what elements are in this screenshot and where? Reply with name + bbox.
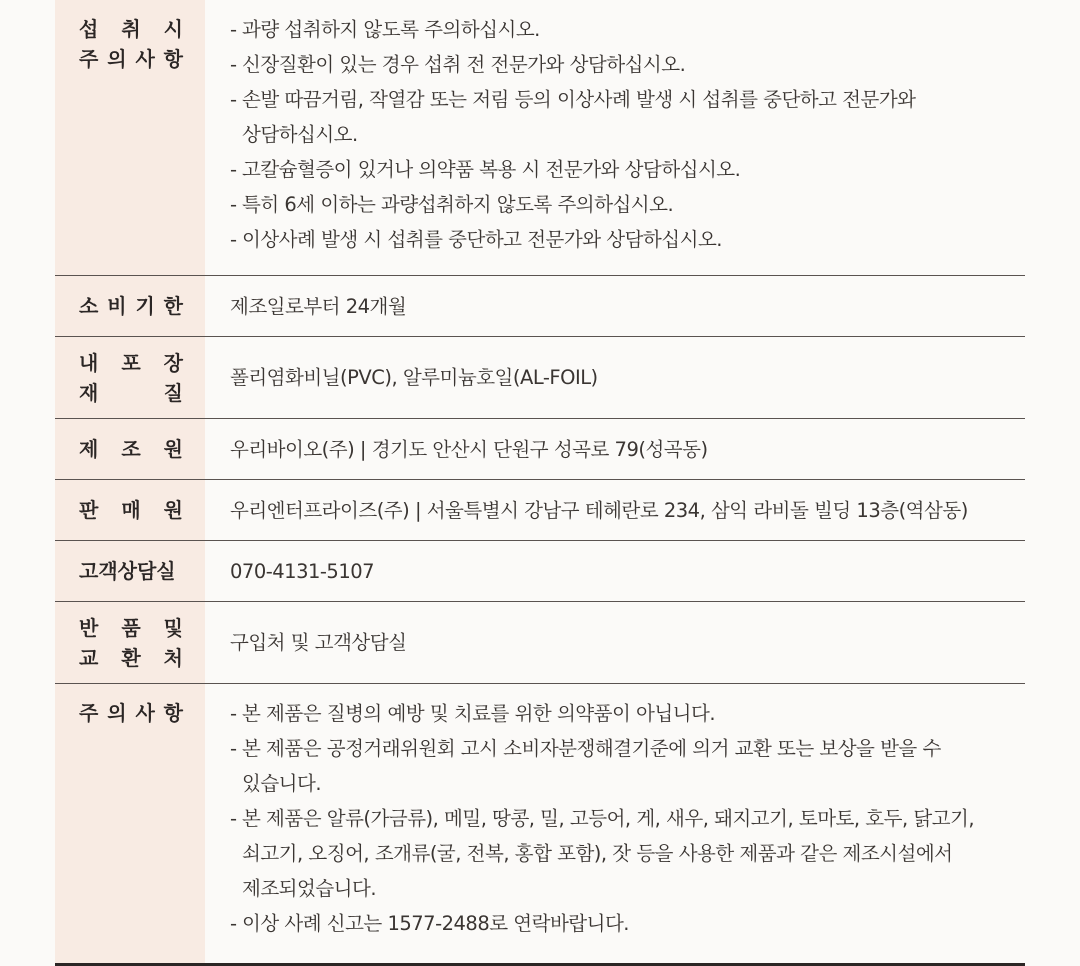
row-label-line: 재 질 — [79, 380, 183, 405]
row-label-line: 판 매 원 — [79, 498, 183, 522]
list-item: - 고칼슘혈증이 있거나 의약품 복용 시 전문가와 상담하십시오. — [230, 152, 1005, 187]
row-label — [55, 337, 205, 419]
list-item: - 과량 섭취하지 않도록 주의하십시오. — [230, 12, 1005, 47]
row-customer-center — [55, 541, 1025, 602]
row-label-line: 고객상담실 — [79, 559, 176, 583]
row-label-line: 반 품 및 — [79, 615, 183, 640]
list-item: - 특히 6세 이하는 과량섭취하지 않도록 주의하십시오. — [230, 187, 1005, 222]
product-info-table — [55, 0, 1025, 966]
row-return-exchange — [55, 602, 1025, 684]
row-label — [55, 684, 205, 965]
row-value — [205, 0, 1025, 276]
row-value: 구입처 및 고객상담실 — [230, 631, 407, 654]
list-item: - 본 제품은 공정거래위원회 고시 소비자분쟁해결기준에 의거 교환 또는 보상을 받을 수 있습니다. — [230, 731, 1005, 801]
row-label — [55, 541, 205, 602]
row-label-line: 섭 취 시 — [79, 17, 183, 41]
row-intake-precautions — [55, 0, 1025, 276]
row-value — [205, 684, 1025, 965]
row-distributor — [55, 480, 1025, 541]
row-label — [55, 602, 205, 684]
list-item: - 본 제품은 질병의 예방 및 치료를 위한 의약품이 아닙니다. — [230, 696, 1005, 731]
list-item: - 이상 사례 신고는 1577-2488로 연락바랍니다. — [230, 906, 1005, 941]
list-item: - 손발 따끔거림, 작열감 또는 저림 등의 이상사례 발생 시 섭취를 중단하고 전문가와 상담하십시오. — [230, 82, 1005, 152]
row-manufacturer — [55, 419, 1025, 480]
row-value: 우리바이오(주) | 경기도 안산시 단원구 성곡로 79(성곡동) — [230, 437, 708, 461]
row-label — [55, 0, 205, 276]
row-label — [55, 419, 205, 480]
row-label-line: 주 의 사 항 — [79, 701, 183, 725]
row-cautions — [55, 684, 1025, 965]
list-item: - 신장질환이 있는 경우 섭취 전 전문가와 상담하십시오. — [230, 47, 1005, 82]
row-label — [55, 276, 205, 337]
row-packaging-material — [55, 337, 1025, 419]
row-value: 070-4131-5107 — [230, 559, 375, 583]
row-expiry — [55, 276, 1025, 337]
row-value: 제조일로부터 24개월 — [230, 294, 407, 318]
row-label-line: 내 포 장 — [79, 350, 183, 375]
row-value: 폴리염화비닐(PVC), 알루미늄호일(AL-FOIL) — [230, 366, 598, 389]
row-value: 우리엔터프라이즈(주) | 서울특별시 강남구 테헤란로 234, 삼익 라비돌 빌딩 13층(역삼동) — [230, 498, 968, 522]
list-item: - 본 제품은 알류(가금류), 메밀, 땅콩, 밀, 고등어, 게, 새우, 돼지고기, 토마토, 호두, 닭고기, 쇠고기, 오징어, 조개류(굴, 전복, 홍합 포함), 잣 등을 사용한 제품과 같은 제조시설에서 제조되었습니다. — [230, 801, 1005, 906]
row-label-line: 주 의 사 항 — [79, 47, 183, 71]
row-label-line: 소 비 기 한 — [79, 294, 183, 318]
list-item: - 이상사례 발생 시 섭취를 중단하고 전문가와 상담하십시오. — [230, 222, 1005, 257]
row-label-line: 제 조 원 — [79, 437, 183, 461]
row-label-line: 교 환 처 — [79, 645, 183, 670]
row-label — [55, 480, 205, 541]
